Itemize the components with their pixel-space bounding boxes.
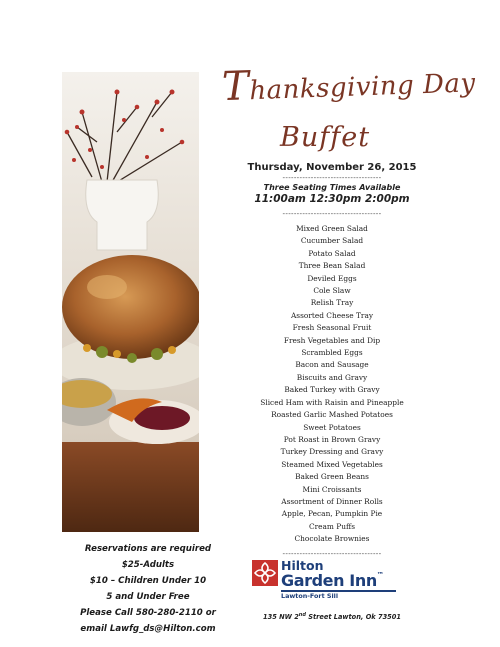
menu-item: Baked Green Beans bbox=[295, 472, 369, 482]
turkey-dinner-photo bbox=[62, 72, 199, 532]
menu-item: Mixed Green Salad bbox=[296, 224, 368, 233]
divider: ----------------------------------- bbox=[282, 549, 382, 558]
title-buffet: Buffet bbox=[280, 122, 371, 153]
menu-item: Sweet Potatoes bbox=[303, 422, 361, 432]
menu-item: Scrambled Eggs bbox=[301, 348, 363, 358]
reservation-required: Reservations are required bbox=[84, 544, 212, 554]
reservation-info bbox=[48, 541, 248, 637]
title-thanksgiving-day: Thanksgiving Day bbox=[221, 63, 477, 111]
logo-garden-inn: Garden Inn™ bbox=[281, 571, 384, 590]
menu-item: Potato Salad bbox=[308, 248, 356, 258]
menu-item: Roasted Garlic Mashed Potatoes bbox=[271, 410, 393, 420]
hilton-flower-icon bbox=[252, 560, 278, 586]
phone-contact: Please Call 580-280-2110 or bbox=[80, 608, 216, 618]
menu-item: Turkey Dressing and Gravy bbox=[280, 447, 384, 457]
adult-price: $25-Adults bbox=[121, 560, 175, 570]
menu-item: Relish Tray bbox=[310, 298, 354, 308]
logo-hilton: Hilton bbox=[281, 558, 324, 573]
menu-list bbox=[243, 223, 421, 546]
email-contact: email Lawfg_ds@Hilton.com bbox=[80, 624, 216, 634]
menu-item: Fresh Vegetables and Dip bbox=[283, 335, 381, 345]
menu-item: Pot Roast in Brown Gravy bbox=[283, 434, 381, 444]
menu-item: Cole Slaw bbox=[313, 286, 351, 296]
menu-item: Bacon and Sausage bbox=[295, 360, 369, 370]
free-under-five: 5 and Under Free bbox=[106, 592, 190, 602]
seating-times: 11:00am 12:30pm 2:00pm bbox=[254, 193, 410, 205]
menu-item: Assorted Cheese Tray bbox=[290, 310, 374, 320]
menu-item: Cucumber Salad bbox=[300, 236, 364, 246]
menu-item: Three Bean Salad bbox=[298, 261, 366, 271]
menu-item: Sliced Ham with Raisin and Pineapple bbox=[260, 397, 404, 407]
menu-item: Cream Puffs bbox=[308, 521, 356, 531]
divider: ----------------------------------- bbox=[282, 210, 382, 218]
menu-item: Deviled Eggs bbox=[307, 273, 357, 283]
event-date: Thursday, November 26, 2015 bbox=[247, 162, 417, 173]
hilton-garden-inn-logo bbox=[252, 560, 402, 598]
menu-item: Baked Turkey with Gravy bbox=[284, 385, 380, 395]
child-price: $10 – Children Under 10 bbox=[89, 576, 207, 586]
hotel-address: 135 NW 2nd Street Lawton, Ok 73501 bbox=[263, 612, 401, 622]
seating-title: Three Seating Times Available bbox=[263, 183, 401, 192]
menu-item: Assortment of Dinner Rolls bbox=[281, 496, 383, 506]
menu-item: Biscuits and Gravy bbox=[296, 372, 368, 382]
menu-item: Apple, Pecan, Pumpkin Pie bbox=[281, 509, 383, 519]
menu-item: Fresh Seasonal Fruit bbox=[292, 323, 372, 333]
logo-location: Lawton-Fort Sill bbox=[281, 592, 339, 600]
menu-column bbox=[243, 160, 421, 559]
menu-item: Mini Croissants bbox=[302, 484, 362, 494]
divider: ----------------------------------- bbox=[282, 174, 382, 182]
menu-item: Steamed Mixed Vegetables bbox=[281, 459, 383, 469]
menu-item: Chocolate Brownies bbox=[294, 534, 370, 544]
